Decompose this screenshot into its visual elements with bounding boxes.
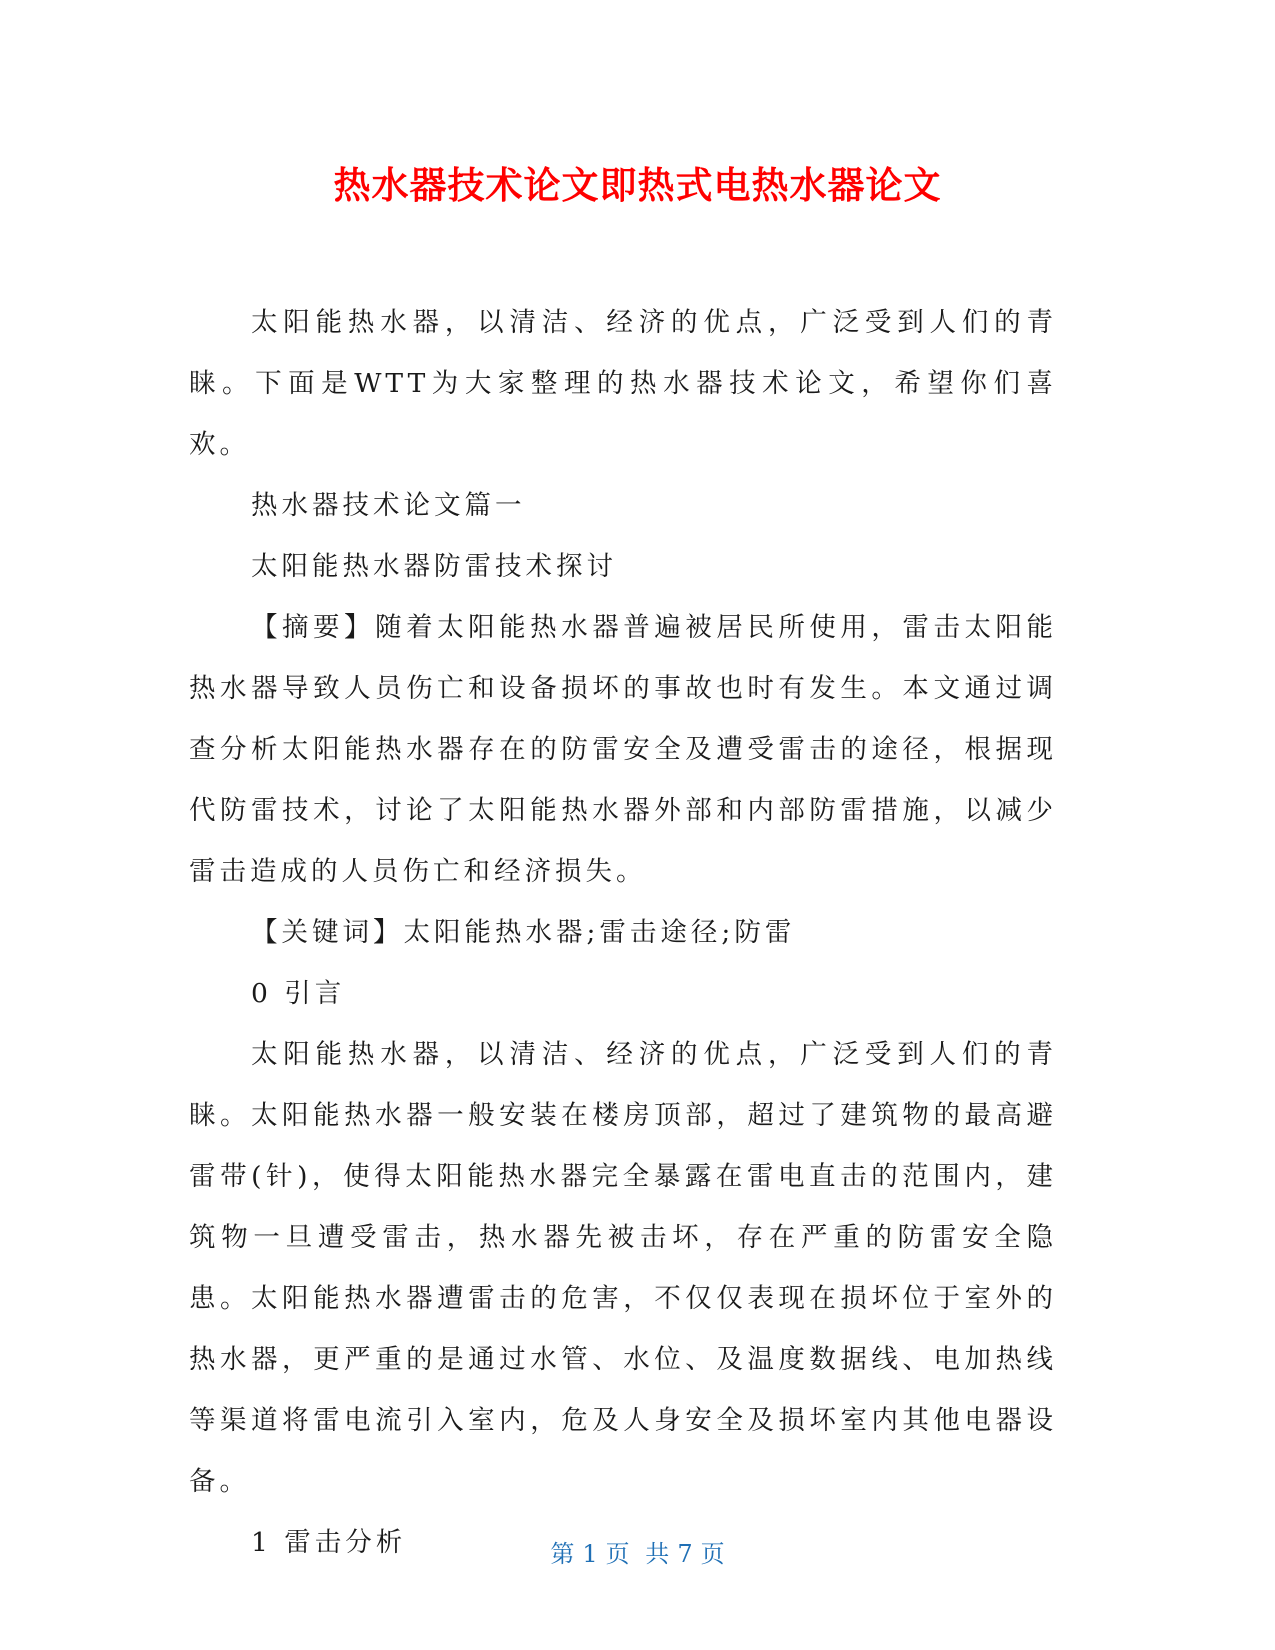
paragraph-article-title: 太阳能热水器防雷技术探讨 (251, 551, 617, 582)
page-footer (0, 1538, 1275, 1570)
paragraph-introduction-body: 太阳能热水器，以清洁、经济的优点，广泛受到人们的青睐。太阳能热水器一般安装在楼房顶部，超过了建筑物的最高避雷带(针)，使得太阳能热水器完全暴露在雷电直击的范围内，建筑物一旦遭受雷击，热水器先被击坏，存在严重的防雷安全隐患。太阳能热水器遭雷击的危害，不仅仅表现在损坏位于室外的热水器，更严重的是通过水管、水位、及温度数据线、电加热线等渠道将雷电流引入室内，危及人身安全及损坏室内其他电器设备。 (189, 1039, 1057, 1497)
footer-label-page: 第 (550, 1540, 575, 1568)
document-title: 热水器技术论文即热式电热水器论文 (333, 164, 942, 207)
paragraph-section-heading: 热水器技术论文篇一 (251, 490, 526, 521)
document-body (189, 292, 1057, 1573)
paragraph-heading-lightning-analysis: 1 雷击分析 (251, 1527, 407, 1558)
footer-label-pages: 页 (700, 1540, 725, 1568)
footer-label-of: 页 共 (605, 1540, 670, 1568)
footer-current-page: 1 (582, 1540, 598, 1568)
paragraph-heading-introduction: 0 引言 (251, 978, 346, 1009)
footer-total-pages: 7 (677, 1540, 693, 1568)
paragraph-keywords: 【关键词】太阳能热水器;雷击途径;防雷 (251, 917, 796, 948)
paragraph-intro: 太阳能热水器，以清洁、经济的优点，广泛受到人们的青睐。下面是WTT为大家整理的热水器技术论文，希望你们喜欢。 (189, 307, 1057, 460)
paragraph-abstract: 【摘要】随着太阳能热水器普遍被居民所使用，雷击太阳能热水器导致人员伤亡和设备损坏的事故也时有发生。本文通过调查分析太阳能热水器存在的防雷安全及遭受雷击的途径，根据现代防雷技术，讨论了太阳能热水器外部和内部防雷措施，以减少雷击造成的人员伤亡和经济损失。 (189, 612, 1057, 887)
